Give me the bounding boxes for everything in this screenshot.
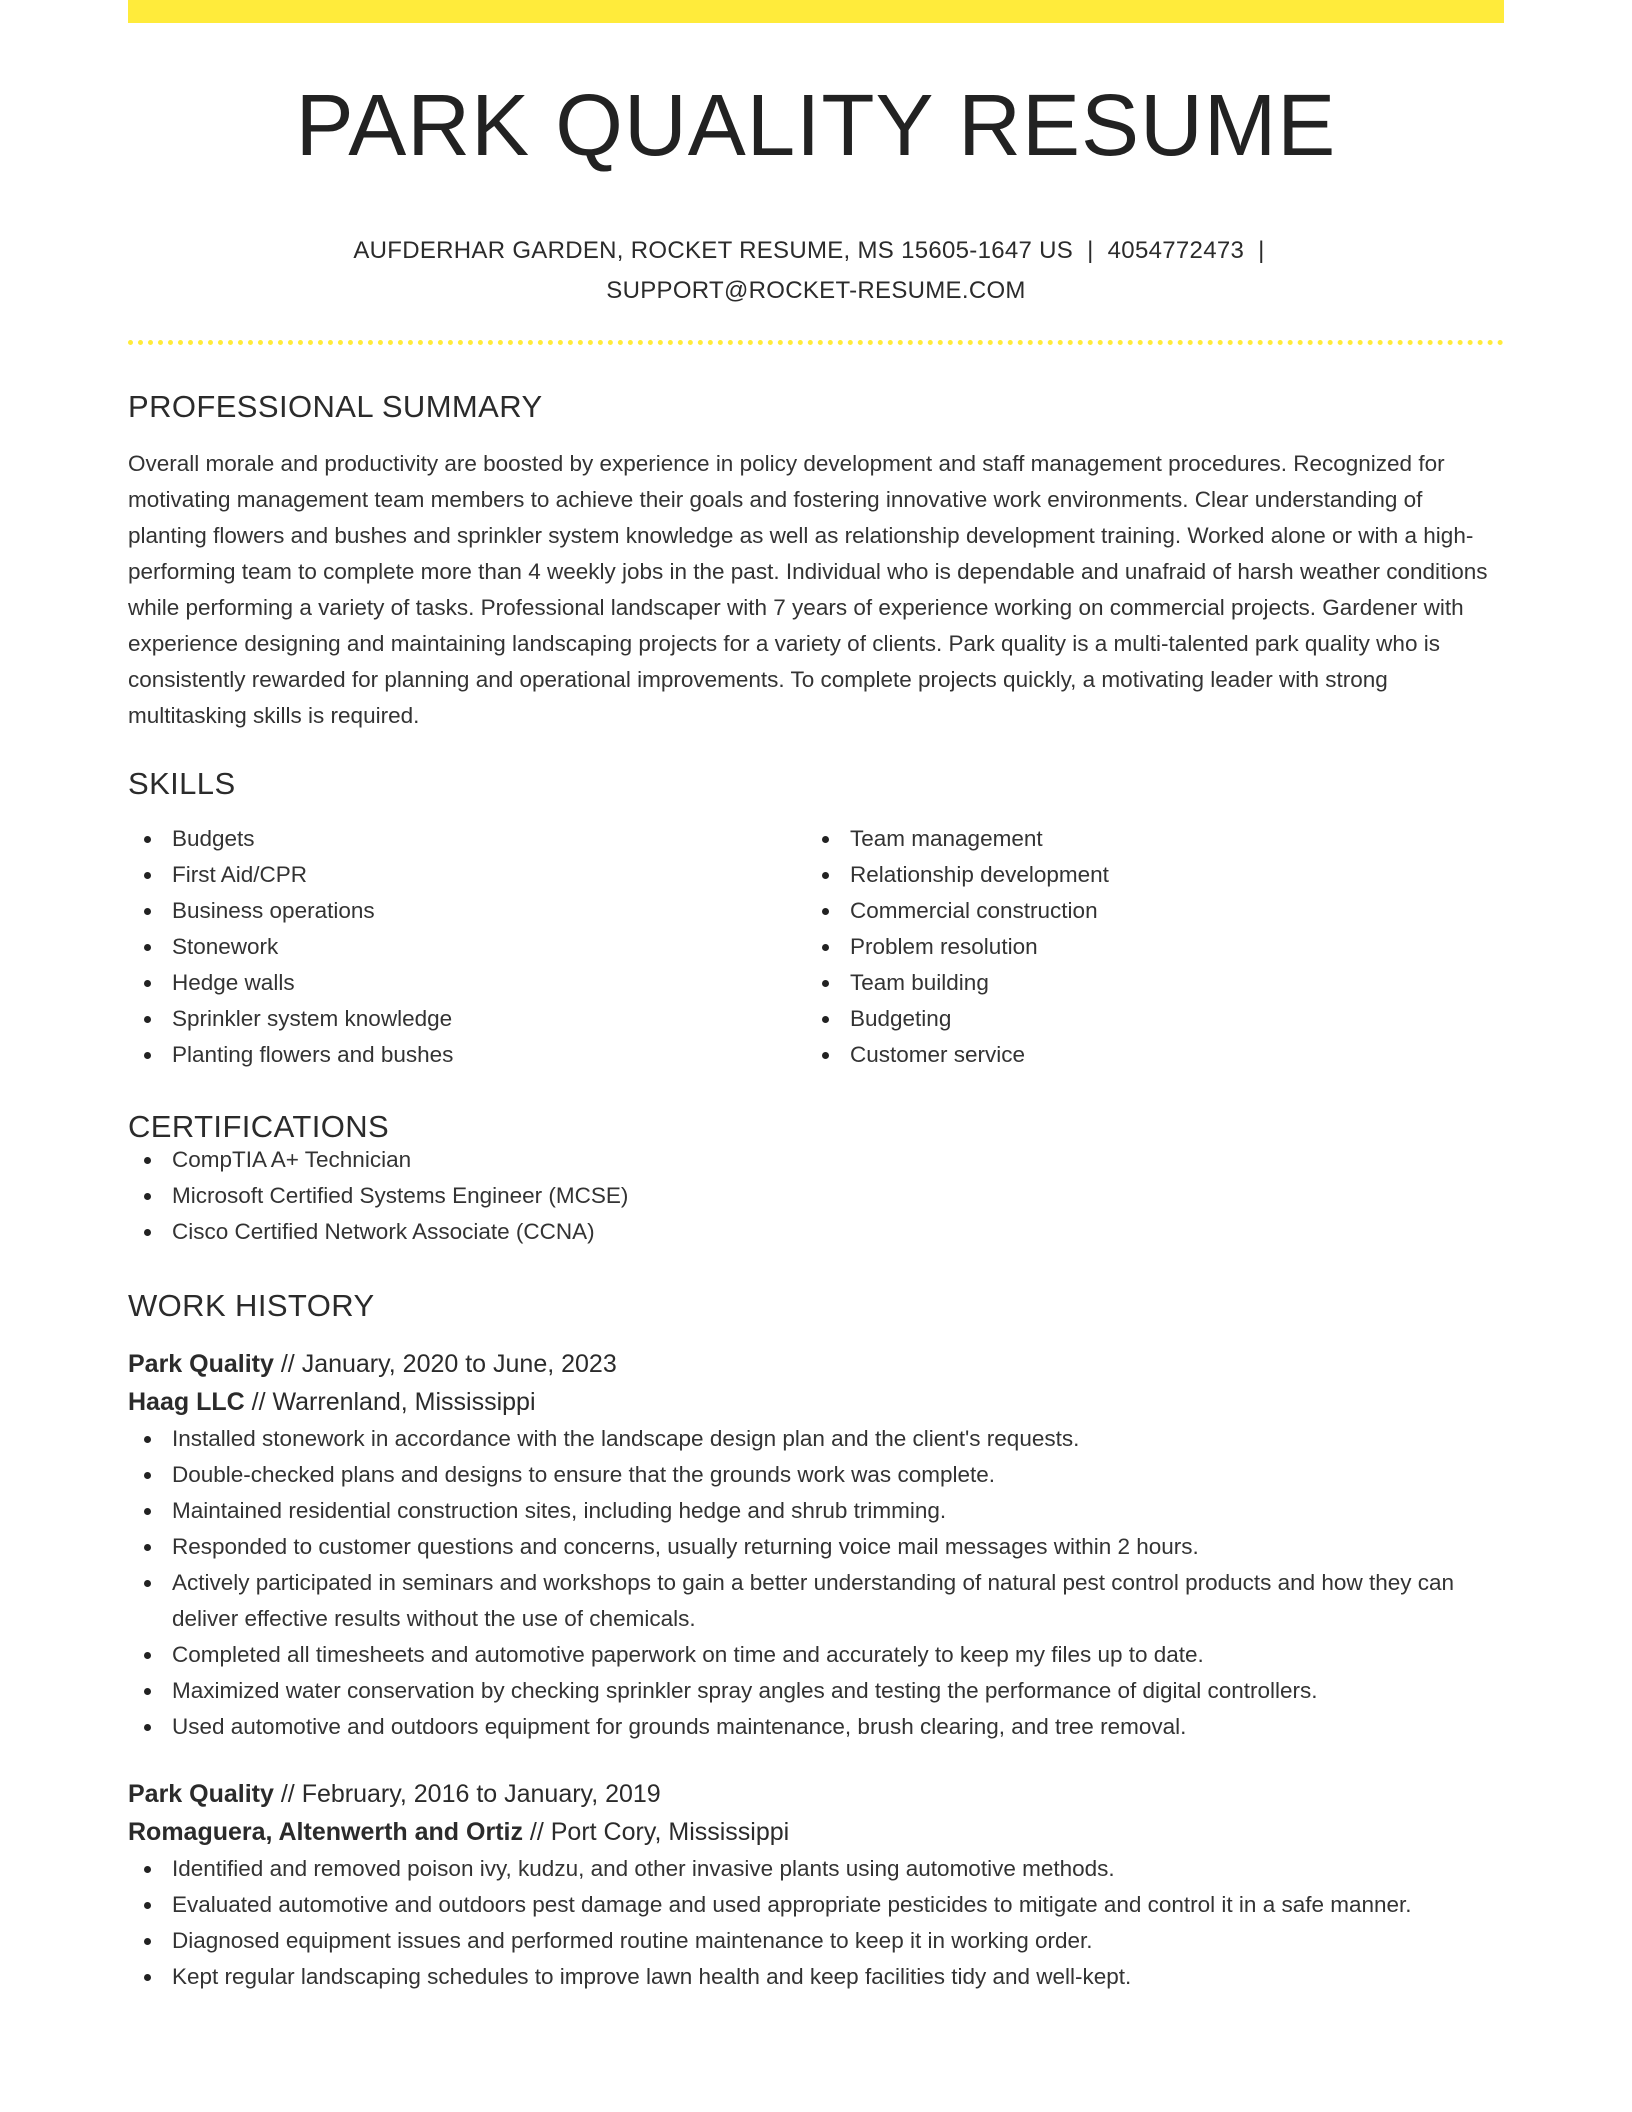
list-item: Identified and removed poison ivy, kudzu, and other invasive plants using automotive methods.: [128, 1851, 1504, 1887]
list-item: Problem resolution: [806, 929, 1484, 965]
list-item: Used automotive and outdoors equipment for grounds maintenance, brush clearing, and tree removal.: [128, 1709, 1504, 1745]
resume-name: PARK QUALITY RESUME: [295, 77, 1337, 174]
summary-heading: PROFESSIONAL SUMMARY: [128, 389, 543, 424]
work-history-heading: WORK HISTORY: [128, 1288, 375, 1323]
job-duties-list: [128, 1851, 1504, 1995]
list-item: Business operations: [128, 893, 806, 929]
contact-info: [128, 231, 1504, 311]
header-divider: [128, 340, 1504, 345]
list-item: Customer service: [806, 1037, 1484, 1073]
list-item: Maintained residential construction sites, including hedge and shrub trimming.: [128, 1493, 1504, 1529]
job-entry: [128, 1775, 1504, 1995]
job-location: // Warrenland, Mississippi: [244, 1388, 536, 1416]
list-item: CompTIA A+ Technician: [128, 1142, 1504, 1178]
job-company: Haag LLC: [128, 1388, 245, 1416]
list-item: Stonework: [128, 929, 806, 965]
list-item: Planting flowers and bushes: [128, 1037, 806, 1073]
job-dates: // February, 2016 to January, 2019: [273, 1780, 661, 1808]
skills-heading: SKILLS: [128, 766, 236, 801]
job-company: Romaguera, Altenwerth and Ortiz: [128, 1818, 523, 1846]
list-item: Team building: [806, 965, 1484, 1001]
list-item: Cisco Certified Network Associate (CCNA): [128, 1214, 1504, 1250]
job-company-line: [128, 1813, 1504, 1851]
job-title-line: [128, 1775, 1504, 1813]
list-item: Relationship development: [806, 857, 1484, 893]
list-item: Diagnosed equipment issues and performed routine maintenance to keep it in working order.: [128, 1923, 1504, 1959]
job-dates: // January, 2020 to June, 2023: [273, 1350, 617, 1378]
resume-page: [128, 0, 1504, 1995]
list-item: Hedge walls: [128, 965, 806, 1001]
list-item: Actively participated in seminars and workshops to gain a better understanding of natural pest control products and how they can deliver effective results without the use of chemicals.: [128, 1565, 1504, 1637]
skills-list-left: [128, 821, 806, 1073]
contact-separator: |: [1258, 237, 1265, 264]
list-item: Budgets: [128, 821, 806, 857]
list-item: First Aid/CPR: [128, 857, 806, 893]
list-item: Kept regular landscaping schedules to improve lawn health and keep facilities tidy and well-kept.: [128, 1959, 1504, 1995]
list-item: Sprinkler system knowledge: [128, 1001, 806, 1037]
contact-phone: 4054772473: [1107, 237, 1245, 264]
list-item: Budgeting: [806, 1001, 1484, 1037]
certifications-heading: CERTIFICATIONS: [128, 1109, 390, 1144]
contact-address: AUFDERHAR GARDEN, ROCKET RESUME, MS 15605-1647 US: [353, 237, 1074, 264]
certifications-list: [128, 1142, 1504, 1250]
job-title-line: [128, 1345, 1504, 1383]
skills-list-right: [806, 821, 1484, 1073]
contact-email: SUPPORT@ROCKET-RESUME.COM: [606, 277, 1026, 304]
contact-separator: |: [1087, 237, 1094, 264]
job-entry: [128, 1345, 1504, 1745]
job-position: Park Quality: [128, 1350, 274, 1378]
top-accent-bar: [128, 0, 1504, 23]
job-position: Park Quality: [128, 1780, 274, 1808]
job-location: // Port Cory, Mississippi: [522, 1818, 790, 1846]
skills-columns: [128, 821, 1504, 1073]
list-item: Team management: [806, 821, 1484, 857]
list-item: Installed stonework in accordance with the landscape design plan and the client's requests.: [128, 1421, 1504, 1457]
list-item: Microsoft Certified Systems Engineer (MCSE): [128, 1178, 1504, 1214]
list-item: Double-checked plans and designs to ensure that the grounds work was complete.: [128, 1457, 1504, 1493]
list-item: Maximized water conservation by checking sprinkler spray angles and testing the performance of digital controllers.: [128, 1673, 1504, 1709]
job-duties-list: [128, 1421, 1504, 1745]
list-item: Responded to customer questions and concerns, usually returning voice mail messages within 2 hours.: [128, 1529, 1504, 1565]
summary-text: Overall morale and productivity are boosted by experience in policy development and staff management procedures. Recognized for motivating management team members to achieve their goals and fostering innovative work environments. Clear understanding of planting flowers and bushes and sprinkler system knowledge as well as relationship development training. Worked alone or with a high-performing team to complete more than 4 weekly jobs in the past. Individual who is dependable and unafraid of harsh weather conditions while performing a variety of tasks. Professional landscaper with 7 years of experience working on commercial projects. Gardener with experience designing and maintaining landscaping projects for a variety of clients. Park quality is a multi-talented park quality who is consistently rewarded for planning and operational improvements. To complete projects quickly, a motivating leader with strong multitasking skills is required.: [128, 451, 1488, 728]
list-item: Commercial construction: [806, 893, 1484, 929]
list-item: Completed all timesheets and automotive paperwork on time and accurately to keep my files up to date.: [128, 1637, 1504, 1673]
job-company-line: [128, 1383, 1504, 1421]
list-item: Evaluated automotive and outdoors pest damage and used appropriate pesticides to mitigate and control it in a safe manner.: [128, 1887, 1504, 1923]
